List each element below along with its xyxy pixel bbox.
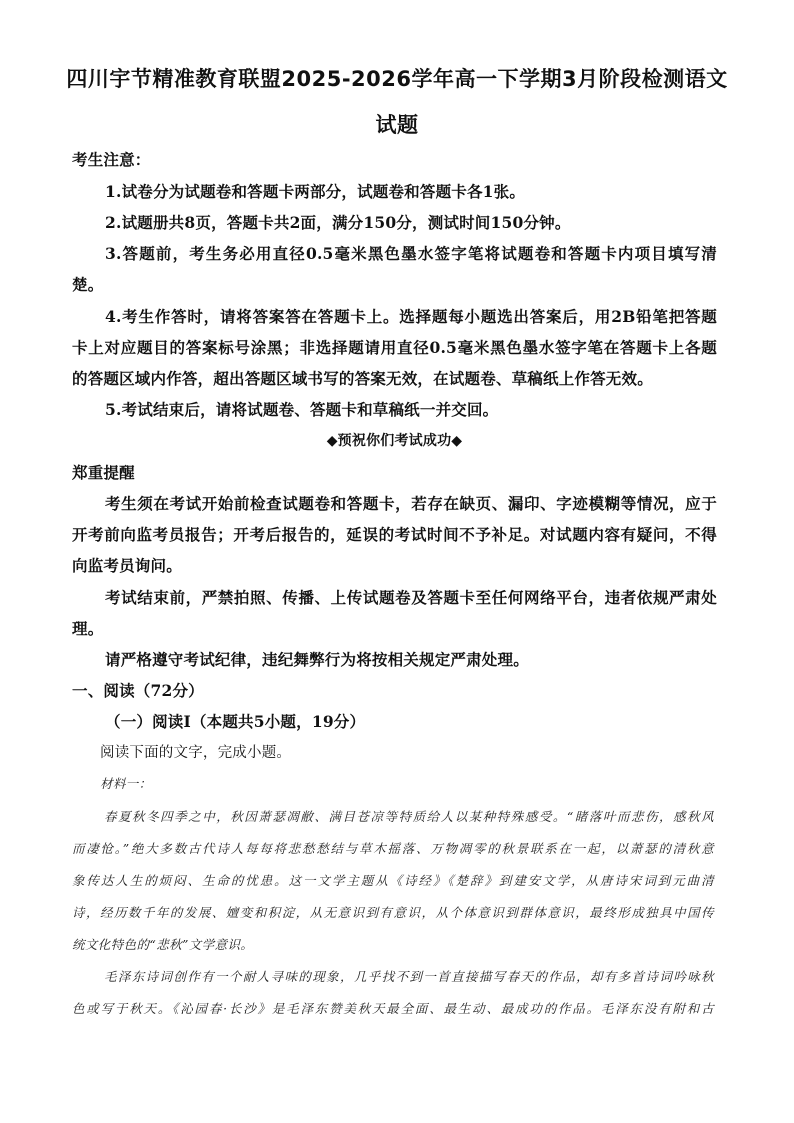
reminder-p1-line2: 开考前向监考员报告；开考后报告的，延误的考试时间不予补足。对试题内容有疑问，不得 (72, 525, 717, 544)
exam-title-line1: 四川宇节精准教育联盟2025-2026学年高一下学期3月阶段检测语文 (66, 67, 728, 91)
reminder-p3: 请严格遵守考试纪律，违纪舞弊行为将按相关规定严肃处理。 (105, 650, 529, 669)
material-para1-line3: 象传达人生的烦闷、生命的忧患。这一文学主题从《诗经》《楚辞》到建安文学，从唐诗宋词到元曲清 (72, 873, 714, 888)
exam-title-line2: 试题 (375, 113, 419, 137)
reminder-p1-line3: 向监考员询问。 (72, 556, 182, 575)
reminder-p1-line1: 考生须在考试开始前检查试题卷和答题卡，若存在缺页、漏印、字迹模糊等情况，应于 (105, 494, 717, 513)
material-para2-line1: 毛泽东诗词创作有一个耐人寻味的现象，几乎找不到一首直接描写春天的作品，却有多首诗词吟咏秋 (104, 969, 714, 984)
notice-item-3-line1: 3.答题前，考生务必用直径0.5毫米黑色墨水签字笔将试题卷和答题卡内项目填写清 (105, 244, 717, 263)
section-heading: 一、阅读（72分） (72, 681, 204, 700)
notice-item-3-line2: 楚。 (72, 275, 104, 294)
reminder-heading: 郑重提醒 (72, 463, 135, 482)
notice-item-4-line3: 的答题区域内作答，超出答题区域书写的答案无效，在试题卷、草稿纸上作答无效。 (72, 369, 653, 388)
reminder-p2-line2: 理。 (72, 619, 104, 638)
material-label: 材料一： (100, 776, 152, 791)
notice-item-1: 1.试卷分为试题卷和答题卡两部分，试题卷和答题卡各1张。 (105, 182, 526, 201)
material-para1-line2: 而凄怆。”绝大多数古代诗人每每将悲愁愁结与草木摇落、万物凋零的秋景联系在一起，以萧瑟的清秋意 (72, 841, 714, 856)
notice-item-2: 2.试题册共8页，答题卡共2面，满分150分，测试时间150分钟。 (105, 213, 571, 232)
material-para1-line4: 诗，经历数千年的发展、嬗变和积淀，从无意识到有意识，从个体意识到群体意识，最终形成独具中国传 (72, 905, 714, 920)
section-sub-heading: （一）阅读Ⅰ（本题共5小题，19分） (105, 712, 366, 731)
material-para1-line5: 统文化特色的“悲秋”文学意识。 (72, 937, 254, 952)
notice-item-5: 5.考试结束后，请将试题卷、答题卡和草稿纸一并交回。 (105, 400, 499, 419)
notice-item-4-line1: 4.考生作答时，请将答案答在答题卡上。选择题每小题选出答案后，用2B铅笔把答题 (105, 307, 717, 326)
good-luck-banner: ◆预祝你们考试成功◆ (326, 433, 463, 449)
reminder-p2-line1: 考试结束前，严禁拍照、传播、上传试题卷及答题卡至任何网络平台，违者依规严肃处 (105, 588, 717, 607)
material-para1-line1: 春夏秋冬四季之中，秋因萧瑟凋敝、满目苍凉等特质给人以某种特殊感受。“睹落叶而悲伤，感秋风 (104, 809, 714, 824)
material-para2-line2: 色或写于秋天。《沁园春·长沙》是毛泽东赞美秋天最全面、最生动、最成功的作品。毛泽东没有附和古 (72, 1001, 714, 1016)
notice-heading: 考生注意： (72, 150, 151, 169)
notice-item-4-line2: 卡上对应题目的答案标号涂黑；非选择题请用直径0.5毫米黑色墨水签字笔在答题卡上各题 (72, 338, 717, 357)
section-instruction: 阅读下面的文字，完成小题。 (100, 745, 292, 761)
